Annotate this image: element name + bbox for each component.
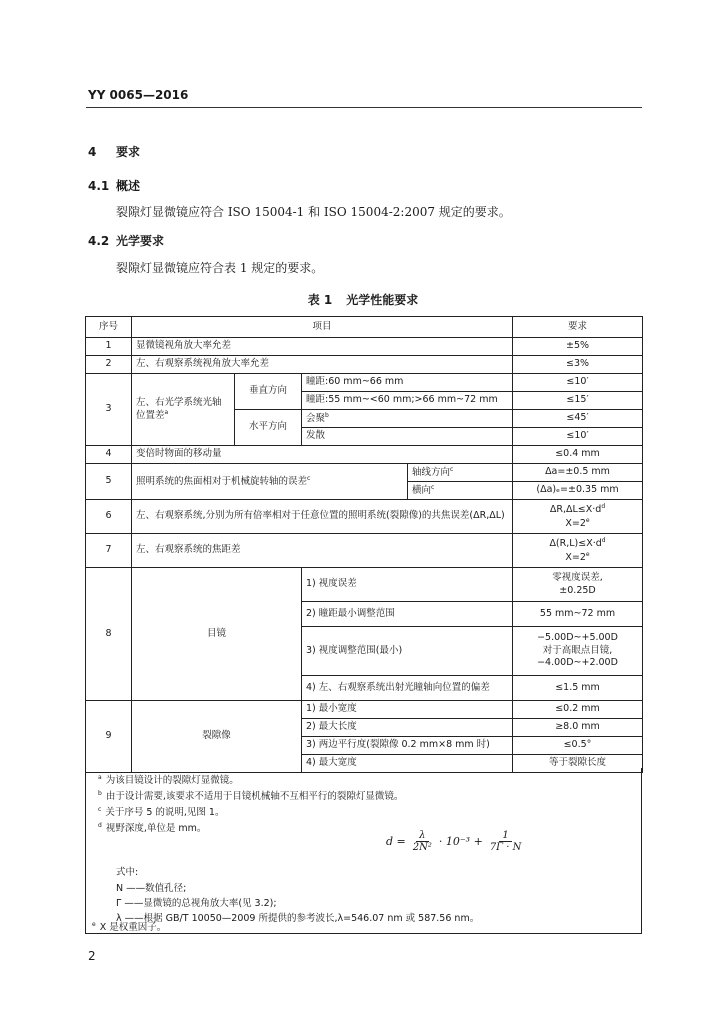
fraction-numerator: 1	[499, 830, 511, 842]
row-req: ≤3%	[513, 356, 643, 374]
table-note	[98, 804, 224, 818]
sub-item	[302, 410, 513, 428]
table-note	[92, 919, 166, 933]
row-req: ≤0.5°	[513, 737, 643, 755]
row-req: 55 mm~72 mm	[513, 602, 643, 627]
note-text: X 是权重因子。	[99, 922, 167, 933]
row-req: ≤10′	[513, 428, 643, 446]
note-text: 视野深度,单位是 mm。	[105, 823, 207, 834]
table-row	[86, 500, 643, 534]
row-req: ≤0.2 mm	[513, 701, 643, 719]
sub-item: 3) 视度调整范围(最小)	[302, 627, 513, 676]
fraction-numerator: λ	[416, 830, 428, 842]
table-header-row	[86, 317, 643, 338]
sub-item: 4) 左、右观察系统出射光瞳轴向位置的偏差	[302, 676, 513, 701]
row-item	[132, 374, 235, 446]
table-row	[86, 534, 643, 568]
where-line: N ——数值孔径;	[116, 883, 187, 894]
note-text: 为该目镜设计的裂隙灯显微镜。	[105, 775, 239, 786]
depth-of-field-formula	[386, 830, 524, 853]
section-4-2-heading	[88, 232, 164, 249]
row-req: ≤1.5 mm	[513, 676, 643, 701]
optical-requirements-table	[85, 316, 643, 773]
section-4-heading	[88, 143, 140, 160]
note-mark: a	[164, 408, 169, 416]
table-note	[98, 772, 239, 786]
table-number: 表 1	[307, 293, 333, 307]
table-note	[98, 820, 206, 834]
page-number: 2	[88, 949, 96, 963]
table-row	[86, 701, 643, 719]
sub-item: 瞳距:60 mm~66 mm	[302, 374, 513, 392]
row-num: 5	[86, 464, 132, 500]
row-num: 4	[86, 446, 132, 464]
formula-fraction-1	[410, 830, 435, 853]
note-mark: d	[601, 537, 606, 544]
req-line: 对于高眼点目镜,	[542, 644, 613, 656]
table-row	[86, 356, 643, 374]
row-req: ≤45′	[513, 410, 643, 428]
section-number: 4.2	[88, 234, 110, 248]
note-mark: e	[92, 920, 96, 928]
where-line: λ ——根据 GB/T 10050—2009 所提供的参考波长,λ=546.07 nm 或 587.56 nm。	[116, 913, 480, 924]
row-req: ≤10′	[513, 374, 643, 392]
table-row	[86, 374, 643, 392]
note-text: 关于序号 5 的说明,见图 1。	[105, 807, 225, 818]
req-line: ΔR,ΔL≤X·d	[549, 504, 602, 516]
header-num: 序号	[86, 317, 132, 338]
row-item-text: 照明系统的焦面相对于机械旋转轴的误差	[136, 475, 308, 487]
row-req: ≤0.4 mm	[513, 446, 643, 464]
sub-item-text: 会聚	[306, 412, 326, 424]
sub-item: 发散	[302, 428, 513, 446]
row-item: 目镜	[132, 568, 302, 701]
row-req: ≤15′	[513, 392, 643, 410]
fraction-denominator: 2N²	[412, 842, 432, 853]
note-mark: d	[98, 821, 102, 829]
sub-item: 瞳距:55 mm~<60 mm;>66 mm~72 mm	[302, 392, 513, 410]
row-item: 显微镜视角放大率允差	[132, 338, 513, 356]
row-req: ≥8.0 mm	[513, 719, 643, 737]
row-num: 6	[86, 500, 132, 534]
req-line: 零视度误差,	[552, 572, 603, 584]
formula-middle: · 10⁻³ +	[438, 835, 483, 848]
paragraph-overview: 裂隙灯显微镜应符合 ISO 15004-1 和 ISO 15004-2:2007 规定的要求。	[116, 205, 511, 219]
header-item: 项目	[132, 317, 513, 338]
note-mark: c	[431, 483, 435, 491]
req-line: ±0.25D	[559, 584, 596, 596]
row-num: 2	[86, 356, 132, 374]
section-number: 4.1	[88, 179, 110, 193]
note-mark: c	[98, 805, 102, 813]
row-req	[513, 568, 643, 602]
note-mark: b	[325, 411, 329, 419]
table-note	[98, 788, 403, 802]
req-line: X=2	[565, 551, 586, 563]
section-title: 光学要求	[116, 234, 165, 248]
table-row	[86, 464, 643, 482]
note-mark: e	[585, 550, 590, 558]
table-title	[0, 291, 726, 308]
sub-item: 1) 视度误差	[302, 568, 513, 602]
note-mark: b	[98, 789, 102, 797]
table-row	[86, 568, 643, 602]
sub-item: 3) 两边平行度(裂隙像 0.2 mm×8 mm 时)	[302, 737, 513, 755]
note-mark: c	[307, 474, 311, 482]
row-num: 9	[86, 701, 132, 773]
sub-item	[408, 482, 513, 500]
row-item: 左、右观察系统视角放大率允差	[132, 356, 513, 374]
sub-item-text: 轴线方向	[412, 466, 451, 478]
fraction-denominator: 7Γ · N	[489, 842, 522, 853]
row-item-text: 左、右光学系统光轴位置差	[136, 396, 222, 422]
req-line: −4.00D~+2.00D	[537, 657, 618, 669]
sub-item: 4) 最大宽度	[302, 755, 513, 773]
row-req	[513, 500, 643, 534]
row-item: 变倍时物面的移动量	[132, 446, 513, 464]
note-mark: c	[450, 465, 454, 473]
table-row	[86, 338, 643, 356]
sub-item	[408, 464, 513, 482]
section-title: 概述	[116, 179, 141, 193]
row-item: 左、右观察系统的焦距差	[132, 534, 513, 568]
row-req: 等于裂隙长度	[513, 755, 643, 773]
sub-item: 2) 最大长度	[302, 719, 513, 737]
row-req	[513, 534, 643, 568]
header-rule	[86, 107, 642, 108]
note-mark: e	[585, 516, 590, 524]
formula-lhs: d =	[386, 835, 406, 848]
sub-item: 1) 最小宽度	[302, 701, 513, 719]
section-title: 要求	[116, 145, 141, 159]
req-line: Δ(R,L)≤X·d	[549, 538, 602, 550]
row-num: 1	[86, 338, 132, 356]
table-title-text: 光学性能要求	[346, 293, 419, 307]
row-req	[513, 627, 643, 676]
row-item: 左、右观察系统,分别为所有倍率相对于任意位置的照明系统(裂隙像)的共焦误差(ΔR,ΔL)	[132, 500, 513, 534]
row-req: (Δa)ₑ=±0.35 mm	[513, 482, 643, 500]
req-line: −5.00D~+5.00D	[537, 632, 618, 644]
paragraph-optical: 裂隙灯显微镜应符合表 1 规定的要求。	[116, 261, 324, 275]
formula-fraction-2	[487, 830, 525, 853]
sub-item: 2) 瞳距最小调整范围	[302, 602, 513, 627]
sub-vertical: 垂直方向	[235, 374, 302, 410]
row-req: ±5%	[513, 338, 643, 356]
standard-code: YY 0065—2016	[88, 88, 189, 102]
row-item	[132, 464, 408, 500]
row-num: 3	[86, 374, 132, 446]
note-mark: a	[98, 773, 102, 781]
section-number: 4	[88, 145, 97, 159]
row-req: Δa=±0.5 mm	[513, 464, 643, 482]
note-text: 由于设计需要,该要求不适用于目镜机械轴不互相平行的裂隙灯显微镜。	[105, 791, 404, 802]
req-line: X=2	[565, 517, 586, 529]
sub-item-text: 横向	[412, 484, 432, 496]
where-line: Γ ——显微镜的总视角放大率(见 3.2);	[116, 898, 277, 909]
header-req: 要求	[513, 317, 643, 338]
table-row	[86, 446, 643, 464]
sub-horizontal: 水平方向	[235, 410, 302, 446]
where-label: 式中:	[116, 867, 139, 878]
note-mark: d	[601, 503, 606, 510]
row-item: 裂隙像	[132, 701, 302, 773]
table-notes	[85, 768, 642, 934]
section-4-1-heading	[88, 177, 140, 194]
row-num: 8	[86, 568, 132, 701]
row-num: 7	[86, 534, 132, 568]
